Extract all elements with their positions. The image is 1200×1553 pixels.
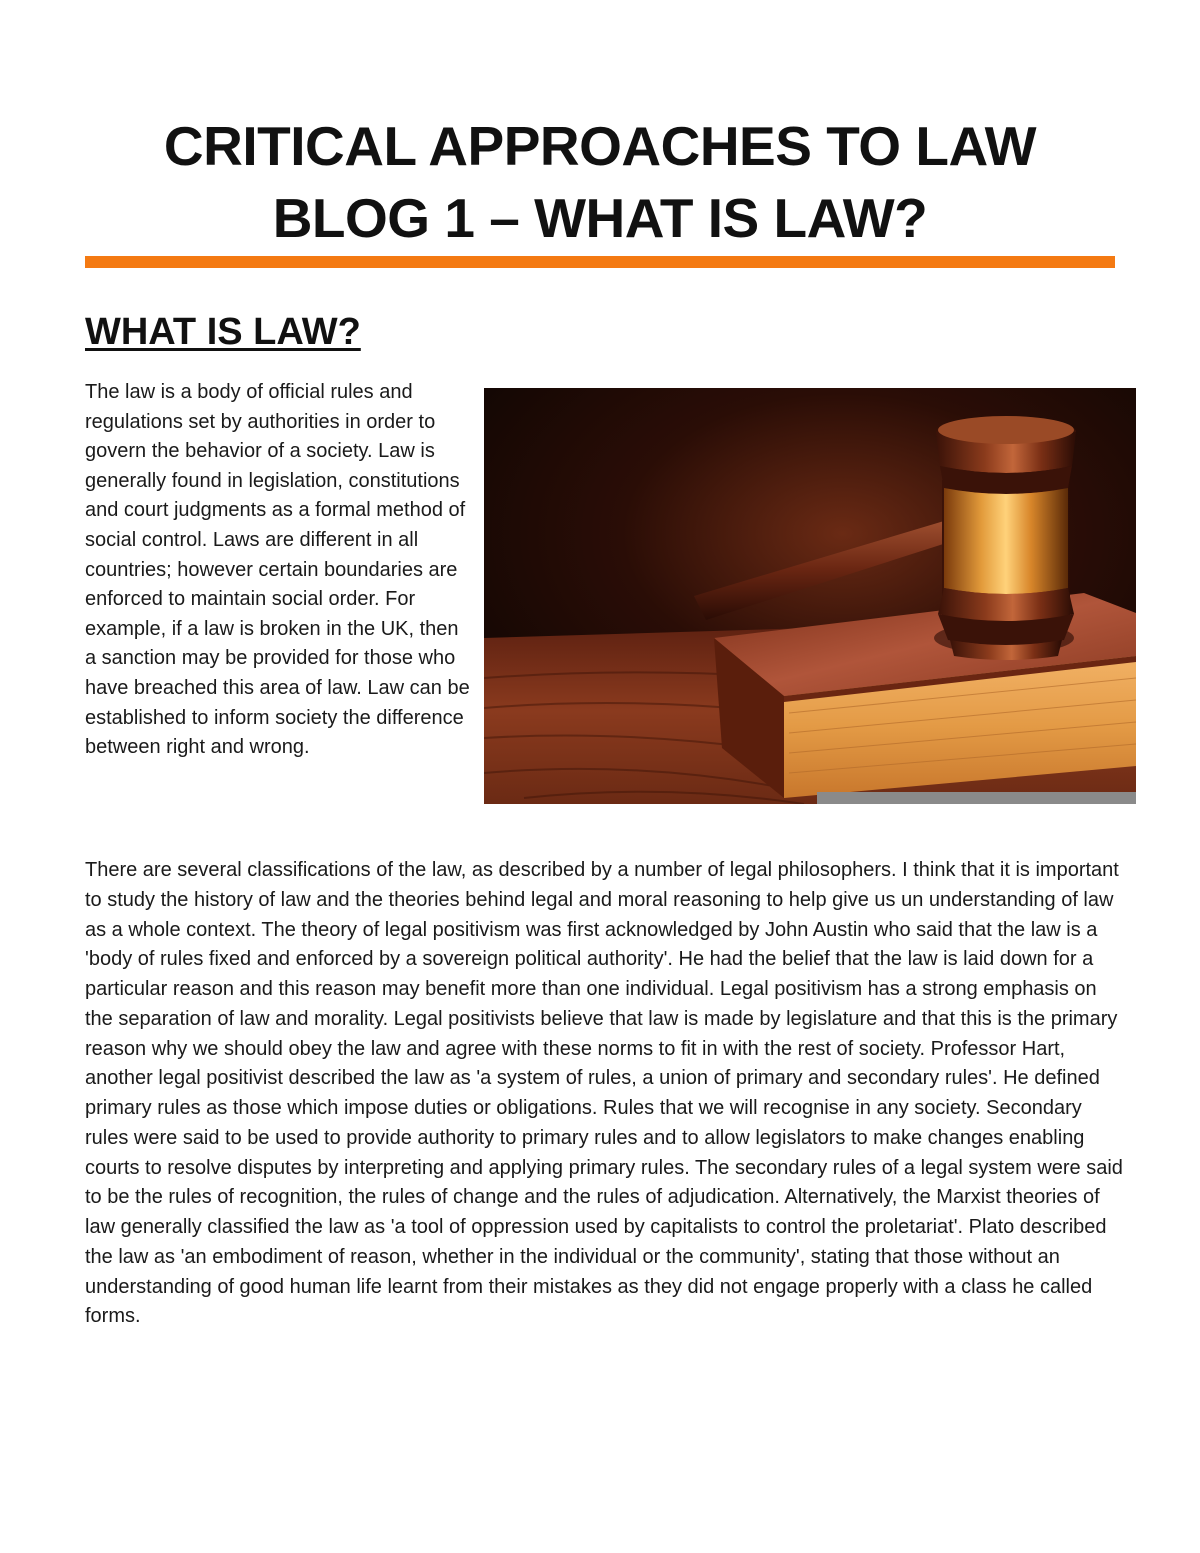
document-title <box>80 110 1120 254</box>
section-heading: WHAT IS LAW? <box>85 311 361 353</box>
intro-paragraph: The law is a body of official rules and regulations set by authorities in order to govern the behavior of a society. Law is generally found in legislation, constitutions and court judgments as a formal method of social control. Laws are different in all countries; however certain boundaries are enforced to maintain social order. For example, if a law is broken in the UK, then a sanction may be provided for those who have breached this area of law. Law can be established to inform society the difference between right and wrong. <box>85 381 470 759</box>
orange-divider <box>85 256 1115 268</box>
title-line-2: BLOG 1 – WHAT IS LAW? <box>272 187 928 249</box>
body-paragraph: There are several classifications of the law, as described by a number of legal philosophers. I think that it is important to study the history of law and the theories behind legal and moral reasoning to help give us un understanding of law as a whole context. The theory of legal positivism was first acknowledged by John Austin who said that the law is a 'body of rules fixed and enforced by a sovereign political authority'. He had the belief that the law is laid down for a particular reason and this reason may benefit more than one individual. Legal positivism has a strong emphasis on the separation of law and morality. Legal positivists believe that law is made by legislature and that this is the primary reason why we should obey the law and agree with these norms to fit in with the rest of society. Professor Hart, another legal positivist described the law as 'a system of rules, a union of primary and secondary rules'. He defined primary rules as those which impose duties or obligations. Rules that we will recognise in any society. Secondary rules were said to be used to provide authority to primary rules and to allow legislators to make changes enabling courts to resolve disputes by interpreting and applying primary rules. The secondary rules of a legal system were said to be the rules of recognition, the rules of change and the rules of adjudication. Alternatively, the Marxist theories of law generally classified the law as 'a tool of oppression used by capitalists to control the proletariat'. Plato described the law as 'an embodiment of reason, whether in the individual or the community', stating that those without an understanding of good human life learnt from their mistakes as they did not engage properly with a class he called forms. <box>85 859 1123 1328</box>
gavel-image <box>484 388 1136 804</box>
title-line-1: CRITICAL APPROACHES TO LAW <box>163 115 1037 177</box>
